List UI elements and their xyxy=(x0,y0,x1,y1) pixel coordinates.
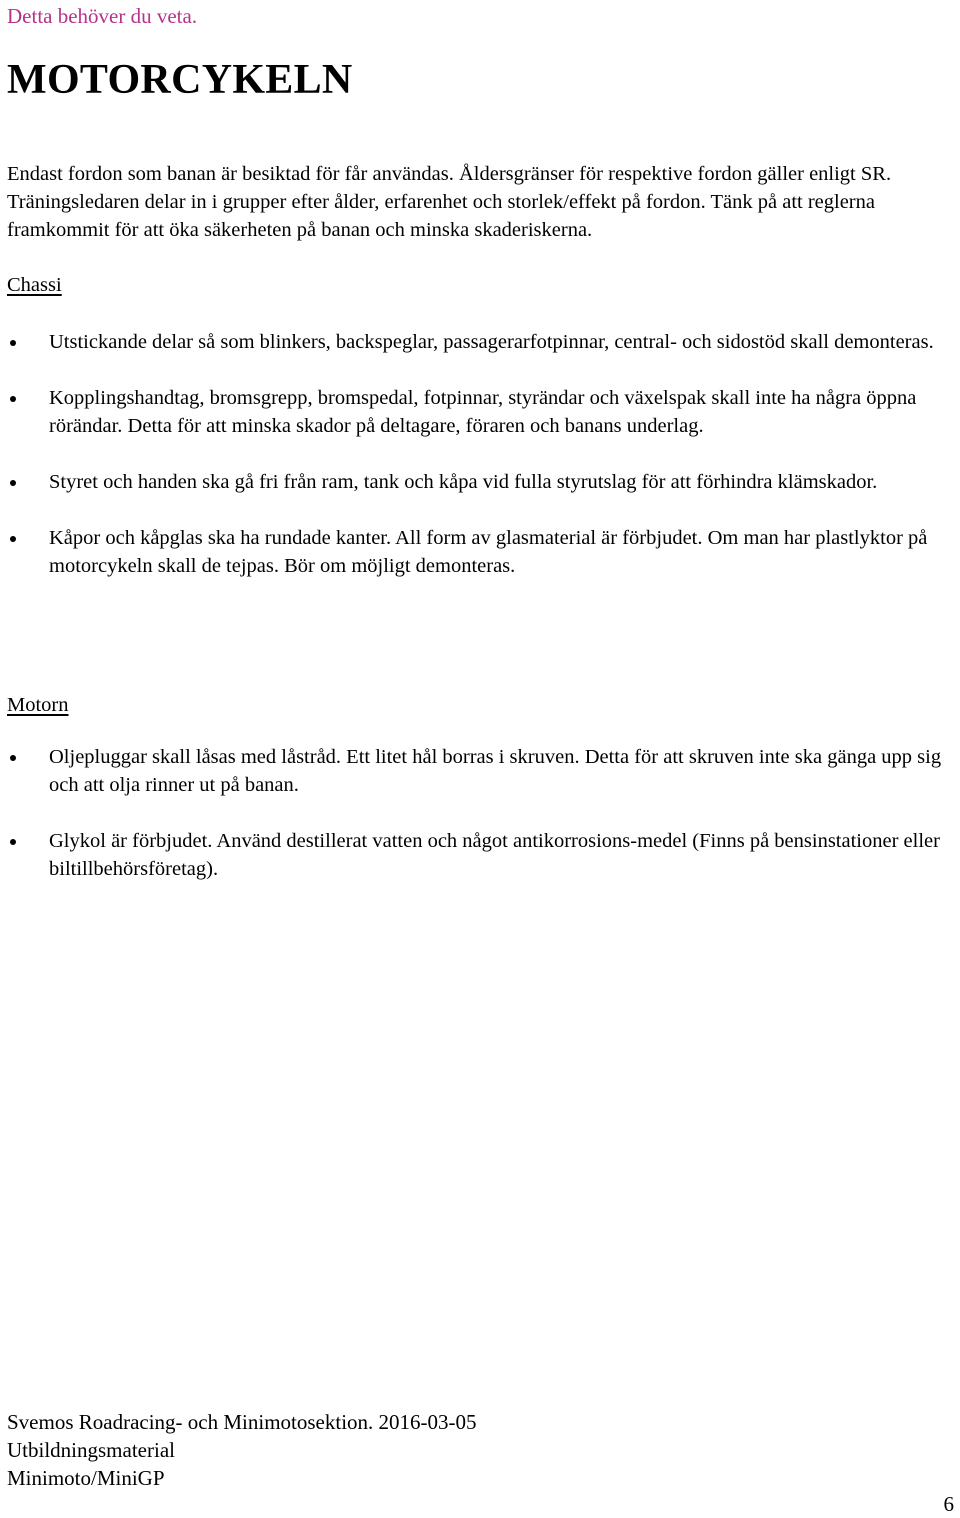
bullet-icon xyxy=(10,480,16,486)
bullet-icon xyxy=(10,340,16,346)
list-item xyxy=(0,384,960,440)
section-heading-chassi: Chassi xyxy=(7,274,62,296)
page-number: 6 xyxy=(943,1492,954,1516)
intro-paragraph: Endast fordon som banan är besiktad för får användas. Åldersgränser för respektive fordon gäller enligt SR. Träningsledaren delar in i grupper efter ålder, erfarenhet och storlek/effekt på fordon. Tänk på att reglerna framkommit för att öka säkerheten på banan och minska skaderiskerna. xyxy=(7,163,892,241)
list-item xyxy=(0,328,960,356)
footer-category: Minimoto/MiniGP xyxy=(7,1466,165,1490)
page-title: MOTORCYKELN xyxy=(7,57,353,103)
list-item-text: Kopplingshandtag, bromsgrepp, bromspedal, fotpinnar, styrändar och växelspak skall inte ha några öppna rörändar. Detta för att minska skador på deltagare, föraren och banans underlag. xyxy=(49,387,917,437)
section-heading-motorn: Motorn xyxy=(7,694,69,716)
bullet-icon xyxy=(10,396,16,402)
list-item-text: Styret och handen ska gå fri från ram, tank och kåpa vid fulla styrutslag för att förhindra klämskador. xyxy=(49,471,878,493)
footer-material: Utbildningsmaterial xyxy=(7,1438,175,1462)
motorn-list xyxy=(0,743,960,883)
footer xyxy=(7,1408,477,1492)
list-item xyxy=(0,524,960,580)
list-item xyxy=(0,827,960,883)
list-item xyxy=(0,468,960,496)
list-item-text: Oljepluggar skall låsas med låstråd. Ett litet hål borras i skruven. Detta för att skruven inte ska gänga upp sig och att olja rinner ut på banan. xyxy=(49,746,942,796)
list-item xyxy=(0,743,960,799)
bullet-icon xyxy=(10,536,16,542)
footer-organization: Svemos Roadracing- och Minimotosektion. 2016-03-05 xyxy=(7,1410,477,1434)
header-note: Detta behöver du veta. xyxy=(7,4,198,28)
list-item-text: Kåpor och kåpglas ska ha rundade kanter. All form av glasmaterial är förbjudet. Om man har plastlyktor på motorcykeln skall de tejpas. Bör om möjligt demonteras. xyxy=(49,527,928,577)
list-item-text: Utstickande delar så som blinkers, backspeglar, passagerarfotpinnar, central- och sidostöd skall demonteras. xyxy=(49,331,934,353)
list-item-text: Glykol är förbjudet. Använd destillerat vatten och något antikorrosions-medel (Finns på bensinstationer eller biltillbehörsföretag). xyxy=(49,830,940,880)
bullet-icon xyxy=(10,839,16,845)
bullet-icon xyxy=(10,755,16,761)
chassi-list xyxy=(0,328,960,580)
